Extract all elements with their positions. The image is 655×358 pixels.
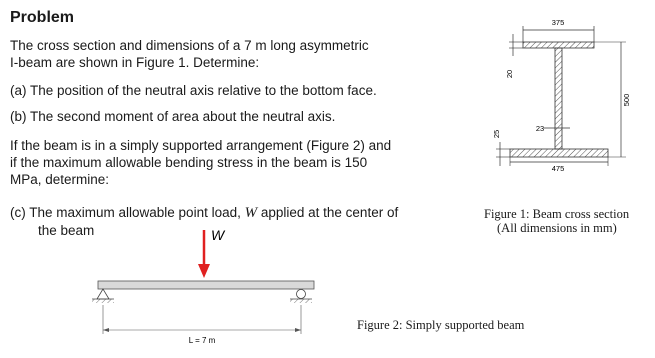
dim-total-height: 500 [622, 93, 631, 107]
condition-line-2: if the maximum allowable bending stress in the beam is 150 [10, 155, 368, 170]
intro-line-2: I-beam are shown in Figure 1. Determine: [10, 55, 260, 70]
figure1-caption-line-2: (All dimensions in mm) [497, 221, 617, 235]
dim-web-thickness: 23 [535, 124, 545, 133]
part-c-variable: W [244, 205, 258, 221]
top-flange [523, 42, 594, 48]
web [555, 48, 562, 149]
dim-bottom-flange-width: 475 [551, 164, 565, 173]
figure2-caption: Figure 2: Simply supported beam [357, 318, 525, 332]
figure2-simply-supported-beam [88, 226, 328, 354]
part-c-suffix: applied at the center of [257, 205, 399, 220]
intro-line-1: The cross section and dimensions of a 7 m long asymmetric [10, 38, 369, 53]
load-arrow-head [198, 264, 210, 278]
figure1-caption-line-1: Figure 1: Beam cross section [484, 207, 630, 221]
condition-line-3: MPa, determine: [10, 172, 110, 187]
bottom-flange [510, 149, 608, 157]
figure1-cross-section [490, 14, 640, 199]
dim-top-flange-width: 375 [551, 18, 565, 27]
beam [98, 281, 314, 289]
pin-support [97, 289, 109, 299]
part-c-line-1 [10, 204, 398, 222]
span-label: L = 7 m [188, 336, 216, 345]
part-b-text: (b) The second moment of area about the neutral axis. [10, 109, 336, 124]
roller-support [297, 290, 306, 299]
part-c-line-2: the beam [38, 223, 95, 238]
load-label: W [211, 227, 225, 243]
part-c-prefix: (c) The maximum allowable point load, [10, 205, 245, 220]
dim-bottom-flange-thickness: 25 [492, 129, 501, 139]
condition-line-1: If the beam is in a simply supported arrangement (Figure 2) and [10, 138, 392, 153]
dim-top-flange-thickness: 20 [505, 69, 514, 79]
part-a-text: (a) The position of the neutral axis relative to the bottom face. [10, 83, 377, 98]
problem-heading: Problem [10, 9, 75, 26]
